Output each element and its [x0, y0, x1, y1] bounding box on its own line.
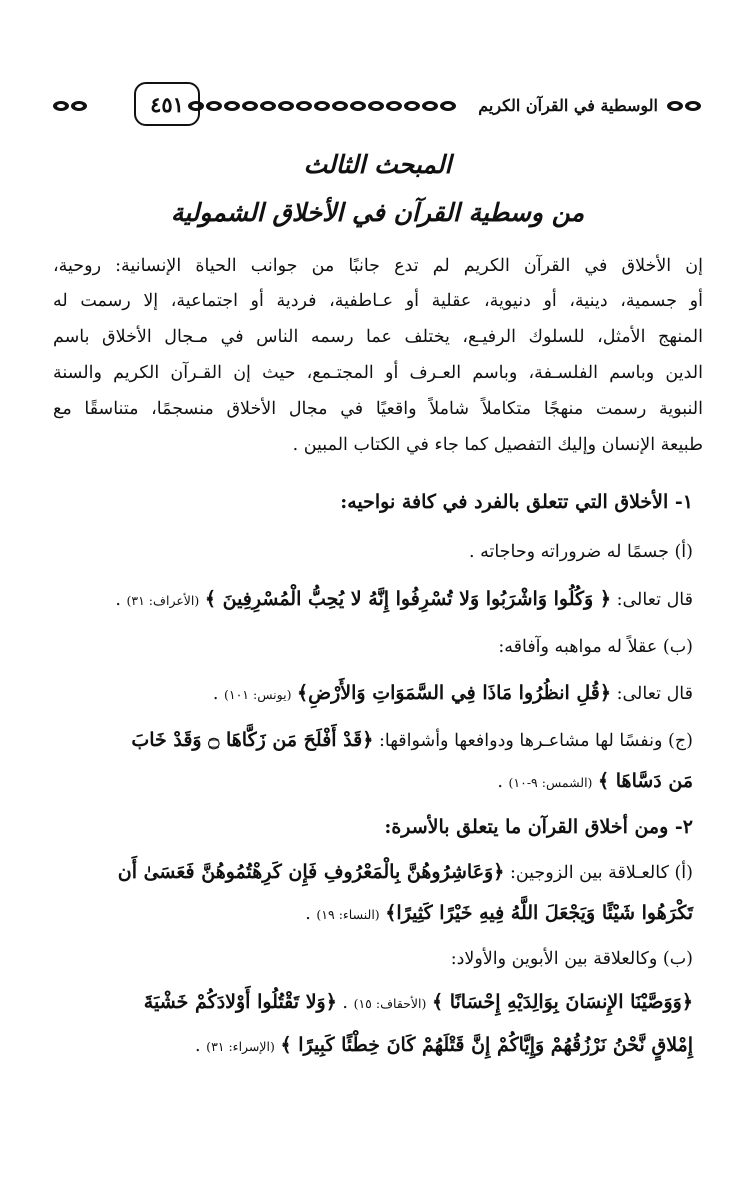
say-label: قال تعالى: — [616, 590, 693, 610]
quran-verse: ﴿قَدْ أَفْلَحَ مَن زَكَّاهَا ۝ وَقَدْ خَابَ — [131, 729, 374, 751]
intro-line: أو جسمية، دينية، أو دنيوية، عقلية أو عـاطفية، فردية أو اجتماعية، إلا رسمت له — [53, 291, 703, 311]
verse-citation: (الشمس: ٩-١٠) — [508, 775, 593, 790]
intro-line: المنهج الأمثل، للسلوك الرفيـع، يختلف عما رسمه الناس في مـجال الأخلاق باسم — [53, 327, 703, 347]
say-label: قال تعالى: — [616, 684, 693, 704]
section-heading: المبحث الثالث — [303, 150, 452, 179]
intro-line: طبيعة الإنسان وإليك التفصيل كما جاء في الكتاب المبين . — [292, 435, 703, 455]
point-1-a: (أ) جسمًا له ضروراته وحاجاته . — [468, 542, 693, 562]
point-2-b-verse-line: ﴿وَوَصَّيْنَا الإِنسَانَ بِوَالِدَيْهِ إِحْسَانًا ﴾ (الأحقاف: ١٥) . ﴿وَلا تَقْتُلُوا أَوْلادَكُمْ خَشْيَةَ — [143, 991, 693, 1013]
header-ornament-icon — [666, 100, 702, 112]
point-1-c-continuation: مَن دَسَّاهَا ﴾ (الشمس: ٩-١٠) . — [497, 770, 693, 792]
point-2-a-continuation: تَكْرَهُوا شَيْئًا وَيَجْعَلَ اللَّهُ فِيهِ خَيْرًا كَثِيرًا﴾ (النساء: ١٩) . — [305, 902, 693, 924]
point-1-a-verse-line: قال تعالى: ﴿ وَكُلُوا وَاشْرَبُوا وَلا تُسْرِفُوا إِنَّهُ لا يُحِبُّ الْمُسْرِفِينَ ﴾ (الأعراف: ٣١) . — [115, 588, 693, 610]
point-2-heading: ٢- ومن أخلاق القرآن ما يتعلق بالأسرة: — [384, 816, 693, 838]
quran-verse: تَكْرَهُوا شَيْئًا وَيَجْعَلَ اللَّهُ فِيهِ خَيْرًا كَثِيرًا﴾ — [385, 902, 693, 924]
verse-citation: (الأعراف: ٣١) — [126, 593, 200, 608]
header-chain-ornament-icon — [187, 100, 467, 112]
point-2-b: (ب) وكالعلاقة بين الأبوين والأولاد: — [450, 949, 693, 969]
verse-citation: (النساء: ١٩) — [316, 907, 380, 922]
point-1-b: (ب) عقلاً له مواهبه وآفاقه: — [498, 637, 693, 657]
point-1-b-verse-line: قال تعالى: ﴿قُلِ انظُرُوا مَاذَا فِي السَّمَوَاتِ وَالأَرْضِ﴾ (يونس: ١٠١) . — [212, 682, 693, 704]
header-ornament-icon — [52, 100, 88, 112]
point-1-c: (ج) ونفسًا لها مشاعـرها ودوافعها وأشواقها: — [378, 731, 693, 751]
point-2-a-line — [53, 857, 693, 888]
quran-verse: ﴿قُلِ انظُرُوا مَاذَا فِي السَّمَوَاتِ وَالأَرْضِ﴾ — [297, 682, 611, 704]
quran-verse: ﴿وَلا تَقْتُلُوا أَوْلادَكُمْ خَشْيَةَ — [143, 991, 337, 1013]
intro-line: إن الأخلاق في القرآن الكريم لم تدع جانبًا من جوانب الحياة الإنسانية: روحية، — [53, 256, 703, 276]
quran-verse: ﴿وَوَصَّيْنَا الإِنسَانَ بِوَالِدَيْهِ إِحْسَانًا ﴾ — [431, 991, 693, 1013]
page-number: ٤٥١ — [150, 91, 184, 117]
verse-citation: (الإسراء: ٣١) — [206, 1039, 275, 1054]
quran-verse: إِمْلاقٍ نَّحْنُ نَرْزُقُهُمْ وَإِيَّاكُمْ إِنَّ قَتْلَهُمْ كَانَ خِطْئًا كَبِيرًا ﴾ — [280, 1034, 693, 1056]
verse-citation: (يونس: ١٠١) — [223, 687, 292, 702]
verse-citation: (الأحقاف: ١٥) — [353, 996, 427, 1011]
point-1-c-line — [53, 725, 693, 756]
point-2-b-continuation: إِمْلاقٍ نَّحْنُ نَرْزُقُهُمْ وَإِيَّاكُمْ إِنَّ قَتْلَهُمْ كَانَ خِطْئًا كَبِيرًا ﴾ (الإسراء: ٣١) . — [195, 1034, 693, 1056]
quran-verse: ﴿ وَكُلُوا وَاشْرَبُوا وَلا تُسْرِفُوا إِنَّهُ لا يُحِبُّ الْمُسْرِفِينَ ﴾ — [204, 588, 611, 610]
intro-line: النبوية رسمت منهجًا متكاملاً شاملاً واقعيًا في مجال الأخلاق منسجمًا، متناسقًا مع — [53, 399, 703, 419]
quran-verse: ﴿وَعَاشِرُوهُنَّ بِالْمَعْرُوفِ فَإِن كَرِهْتُمُوهُنَّ فَعَسَىٰ أَن — [117, 861, 505, 883]
quran-verse: مَن دَسَّاهَا ﴾ — [598, 770, 693, 792]
intro-line: الدين وباسم الفلسـفة، وباسم العـرف أو المجتـمع، حيث إن القـرآن الكريم والسنة — [53, 363, 703, 383]
running-header — [52, 78, 702, 128]
point-1-heading: ١- الأخلاق التي تتعلق بالفرد في كافة نواحيه: — [340, 491, 693, 513]
page-number-box — [134, 82, 200, 126]
point-2-a: (أ) كالعـلاقة بين الزوجين: — [509, 863, 693, 883]
section-subheading: من وسطية القرآن في الأخلاق الشمولية — [170, 198, 585, 227]
book-title: الوسطية في القرآن الكريم — [478, 96, 658, 115]
